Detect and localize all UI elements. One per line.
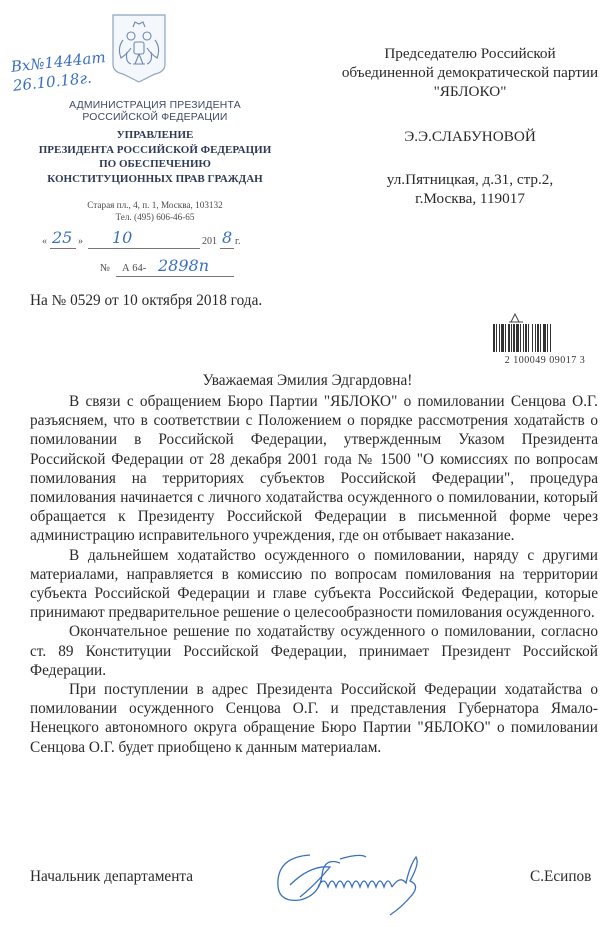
date-year-prefix: 201 <box>202 236 217 247</box>
letterhead-administration <box>20 100 290 124</box>
number-label: № <box>100 263 111 274</box>
date-month: 10 <box>112 228 133 247</box>
barcode-bar <box>493 324 495 352</box>
letterhead-line: ПО ОБЕСПЕЧЕНИЮ <box>99 158 211 170</box>
barcode-bar <box>535 324 536 352</box>
barcode-bar <box>505 324 506 352</box>
paragraph: При поступлении в адрес Президента Российской Федерации ходатайства о помиловании осужденного Сенцова О.Г. и представления Губернатора Ямало-Ненецкого автономного округа обращение Бюро Партии "ЯБЛОКО" о помиловании Сенцова О.Г. будет приобщено к данным материалам. <box>30 681 598 756</box>
letter-body <box>30 392 598 757</box>
barcode-number: 2 100049 09017 3 <box>504 355 586 366</box>
barcode-bar <box>547 324 548 352</box>
letterhead-department <box>20 128 290 186</box>
coat-of-arms-icon <box>109 12 169 84</box>
incoming-number: Вх№1444ат <box>10 48 107 76</box>
barcode-bar <box>511 324 512 352</box>
addressee-title <box>330 44 610 101</box>
signatory-position: Начальник департамента <box>30 868 194 885</box>
barcode-bar <box>540 324 541 352</box>
document-number <box>100 256 240 280</box>
barcode-bar <box>516 324 519 352</box>
letterhead-line: КОНСТИТУЦИОННЫХ ПРАВ ГРАЖДАН <box>47 172 263 185</box>
letterhead-phone: Тел. (495) 606-46-65 <box>115 211 195 222</box>
addressee-line: "ЯБЛОКО" <box>433 83 507 100</box>
date-quote-open: « <box>42 236 47 247</box>
reference-line: На № 0529 от 10 октября 2018 года. <box>30 292 263 309</box>
barcode-bar <box>496 324 497 352</box>
letterhead-address: Старая пл., 4, п. 1, Москва, 103132 <box>87 200 223 210</box>
paragraph: В дальнейшем ходатайство осужденного о помиловании, наряду с другими материалами, направляется в комиссию по вопросам помилования на территории субъекта Российской Федерации и главе субъекта Российской Федерации, которые принимают предварительное решение о целесообразности помилования осужденного. <box>30 546 598 622</box>
date-day: 25 <box>52 228 73 247</box>
incoming-date: 26.10.18г. <box>11 68 93 95</box>
barcode-bar <box>532 324 533 352</box>
signatory-name: С.Есипов <box>530 868 592 885</box>
barcode-bar <box>513 324 515 352</box>
handwritten-signature-icon <box>270 845 440 920</box>
addressee-address <box>330 170 610 208</box>
barcode-bar <box>543 324 546 352</box>
letterhead-line: ПРЕЗИДЕНТА РОССИЙСКОЙ ФЕДЕРАЦИИ <box>38 143 272 156</box>
letterhead-contacts <box>20 200 290 223</box>
barcode-bar <box>525 324 527 352</box>
letterhead-line: РОССИЙСКОЙ ФЕДЕРАЦИИ <box>82 112 228 123</box>
date-year-unit: г. <box>235 236 241 247</box>
paragraph: В связи с обращением Бюро Партии "ЯБЛОКО" о помиловании Сенцова О.Г. разъясняем, что в соответствии с Положением о порядке рассмотрения ходатайств о помиловании в Российской Федерации, утвержденным Указом Президента Российской Федерации от 28 декабря 2001 года № 1500 "О комиссиях по вопросам помилования на территориях субъектов Российской Федерации", процедура помилования начинается с личного ходатайства осужденного о помиловании, который обращается к Президенту Российской Федерации в письменной форме через администрацию исправительного учреждения, где он отбывает наказание. <box>30 393 598 545</box>
barcode-bar <box>501 324 504 352</box>
addressee-line: объединенной демократической партии <box>341 64 599 81</box>
letterhead-line: УПРАВЛЕНИЕ <box>116 129 194 141</box>
barcode-bar <box>550 324 551 352</box>
number-printed: А 64- <box>122 263 147 274</box>
incoming-registration-note <box>10 48 108 96</box>
barcode-bar <box>520 324 521 352</box>
number-handwritten: 2898п <box>158 256 210 275</box>
barcode-bar <box>499 324 500 352</box>
date-quote-close: » <box>78 236 83 247</box>
barcode-bar <box>528 324 529 352</box>
addressee-line: Председателю Российской <box>384 45 556 62</box>
barcode-logo-icon <box>509 314 523 322</box>
letterhead-line: АДМИНИСТРАЦИЯ ПРЕЗИДЕНТА <box>69 100 241 111</box>
document-date <box>42 228 252 254</box>
barcode-icon <box>485 310 605 354</box>
addressee-address-line: г.Москва, 119017 <box>415 190 525 207</box>
barcode-bar <box>508 324 510 352</box>
salutation: Уважаемая Эмилия Эдгардовна! <box>202 372 413 389</box>
barcode <box>485 310 605 366</box>
addressee-address-line: ул.Пятницкая, д.31, стр.2, <box>386 171 554 188</box>
barcode-bar <box>537 324 539 352</box>
addressee-name: Э.Э.СЛАБУНОВОЙ <box>404 128 536 145</box>
date-year-suffix: 8 <box>222 228 233 247</box>
paragraph: Окончательное решение по ходатайству осужденного о помиловании, согласно ст. 89 Конституции Российской Федерации, принимает Президент Российской Федерации. <box>30 623 598 679</box>
barcode-bar <box>523 324 524 352</box>
